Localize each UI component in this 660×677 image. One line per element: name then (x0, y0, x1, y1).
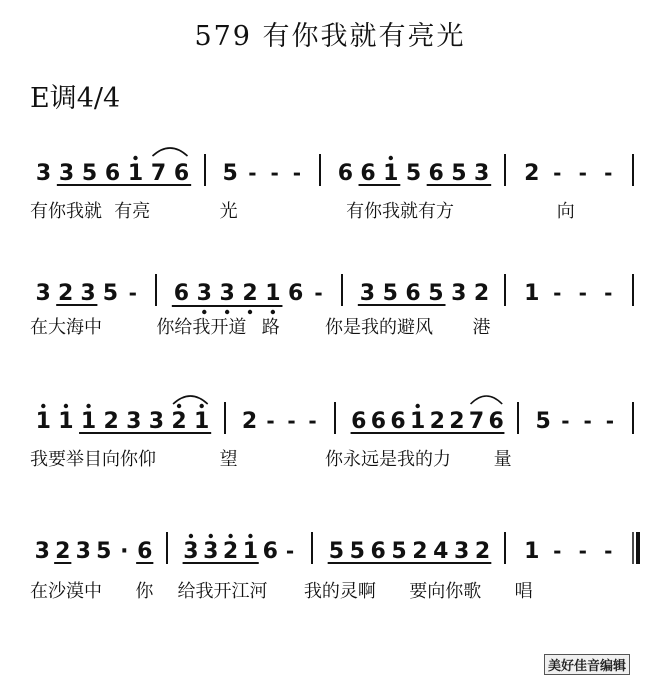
note: 6 (360, 161, 376, 186)
lyric-text: 给我开江河 (177, 581, 268, 602)
note: 3 (473, 161, 490, 186)
lyric-text: 你给我开道 (156, 317, 247, 338)
note: 2 (57, 281, 74, 306)
note: 6 (173, 161, 190, 186)
lyric-text: 我的灵啊 (303, 581, 376, 602)
note: 2 (474, 539, 491, 564)
note: 2 (429, 409, 445, 434)
lyric-text: 港 (472, 317, 491, 338)
lyric-text: 在沙漠中 (30, 581, 102, 602)
note: 2 (55, 539, 71, 564)
note: 3 (126, 409, 142, 434)
note: 5 (391, 539, 407, 564)
octave-dot-below (248, 310, 252, 314)
note: 2 (449, 409, 465, 434)
note: 3 (35, 161, 52, 186)
note: 2 (473, 281, 490, 306)
lyric-text: 你是我的避风 (325, 317, 433, 338)
note: 1 (524, 539, 540, 564)
note: 3 (203, 539, 219, 564)
note: 3 (34, 539, 50, 564)
lyric-text: 有你我就 (30, 201, 102, 222)
dash-note: - (561, 409, 570, 433)
dash-note: - (292, 161, 302, 185)
note: 1 (242, 539, 259, 564)
note: 5 (96, 539, 112, 564)
note: 5 (222, 161, 238, 186)
dash-note: - (604, 539, 613, 563)
note: 3 (35, 281, 51, 306)
note: 5 (428, 281, 444, 306)
octave-dot-above (133, 156, 137, 160)
note: 4 (433, 539, 449, 564)
lyric-text: 向 (556, 201, 575, 222)
key-signature: E调4/4 (30, 83, 121, 114)
octave-dot-above (248, 534, 252, 538)
song-title: 579 有你我就有亮光 (194, 21, 466, 52)
octave-dot-above (177, 404, 181, 408)
octave-dot-below (202, 310, 206, 314)
note: 1 (410, 409, 426, 434)
dash-note: - (270, 161, 279, 185)
note: 1 (383, 161, 399, 186)
note: 6 (173, 281, 190, 306)
octave-dot-above (64, 404, 68, 408)
lyric-text: 你 (135, 581, 154, 602)
note: 5 (535, 409, 551, 434)
note: 3 (359, 281, 376, 306)
note: 1 (127, 161, 144, 186)
lyric-text: 量 (493, 449, 512, 470)
note: 2 (171, 409, 187, 434)
note: 5 (382, 281, 398, 306)
octave-dot-below (225, 310, 229, 314)
note: 1 (524, 281, 540, 306)
note: 1 (265, 281, 281, 306)
note: 6 (351, 409, 367, 434)
dash-note: - (604, 161, 613, 185)
note: 6 (337, 161, 354, 186)
octave-dot-above (199, 404, 203, 408)
note: 3 (196, 281, 212, 306)
note: 1 (194, 409, 210, 434)
octave-dot-above (228, 534, 232, 538)
dash-note: - (553, 539, 562, 563)
lyric-text: 有你我就有方 (346, 201, 455, 222)
dash-note: - (285, 539, 295, 563)
note: 7 (150, 161, 167, 186)
dash-note: - (578, 539, 587, 563)
lyric-text: 在大海中 (30, 317, 102, 338)
lyric-text: 光 (219, 201, 238, 222)
octave-dot-above (86, 404, 90, 408)
slur-arc (153, 148, 188, 156)
note: 5 (102, 281, 119, 306)
dash-note: - (314, 281, 323, 305)
note: 2 (222, 539, 239, 564)
octave-dot-above (209, 534, 213, 538)
lyric-text: 要向你歌 (409, 581, 482, 602)
note: 3 (183, 539, 199, 564)
note: 3 (148, 409, 165, 434)
note: 2 (242, 281, 258, 306)
octave-dot-above (189, 534, 193, 538)
octave-dot-above (415, 404, 419, 408)
note: 2 (103, 409, 119, 434)
note: 2 (241, 409, 258, 434)
note: 1 (80, 409, 97, 434)
note: 6 (288, 281, 304, 306)
note: 3 (58, 161, 75, 186)
dash-note: - (248, 161, 257, 185)
octave-dot-below (271, 310, 275, 314)
lyric-text: 望 (219, 449, 238, 470)
note: 3 (80, 281, 96, 306)
note: 3 (454, 539, 470, 564)
note: 6 (262, 539, 278, 564)
note: 6 (488, 409, 504, 434)
note: 7 (468, 409, 485, 434)
dash-note: - (128, 281, 137, 305)
dash-note: - (308, 409, 317, 433)
dash-note: - (605, 409, 615, 433)
augmentation-dot: · (120, 539, 129, 564)
note: 6 (370, 409, 387, 434)
note: 3 (451, 281, 467, 306)
note: 5 (349, 539, 365, 564)
note: 2 (412, 539, 428, 564)
dash-note: - (553, 161, 562, 185)
dash-note: - (553, 281, 562, 305)
note: 6 (428, 161, 444, 186)
note: 5 (81, 161, 98, 186)
dash-note: - (578, 281, 587, 305)
dash-note: - (578, 161, 587, 185)
note: 6 (104, 161, 121, 186)
dash-note: - (287, 409, 296, 433)
note: 6 (390, 409, 406, 434)
lyric-text: 我要举目向你仰 (30, 449, 156, 470)
lyric-text: 你永远是我的力 (325, 449, 451, 470)
credit-stamp: 美好佳音编辑 (544, 654, 630, 675)
note: 6 (137, 539, 153, 564)
note: 5 (328, 539, 345, 564)
dash-note: - (266, 409, 275, 433)
note: 1 (35, 409, 51, 434)
lyric-text: 有亮 (114, 201, 151, 222)
slur-arc (471, 396, 503, 404)
dash-note: - (604, 281, 613, 305)
note: 3 (75, 539, 91, 564)
octave-dot-above (41, 404, 45, 408)
note: 5 (451, 161, 467, 186)
note: 5 (405, 161, 422, 186)
note: 2 (524, 161, 540, 186)
note: 1 (58, 409, 74, 434)
note: 6 (405, 281, 421, 306)
lyric-text: 唱 (514, 581, 533, 602)
note: 3 (219, 281, 235, 306)
note: 6 (370, 539, 386, 564)
slur-arc (173, 396, 208, 404)
octave-dot-above (389, 156, 393, 160)
dash-note: - (583, 409, 592, 433)
lyric-text: 路 (261, 317, 280, 338)
